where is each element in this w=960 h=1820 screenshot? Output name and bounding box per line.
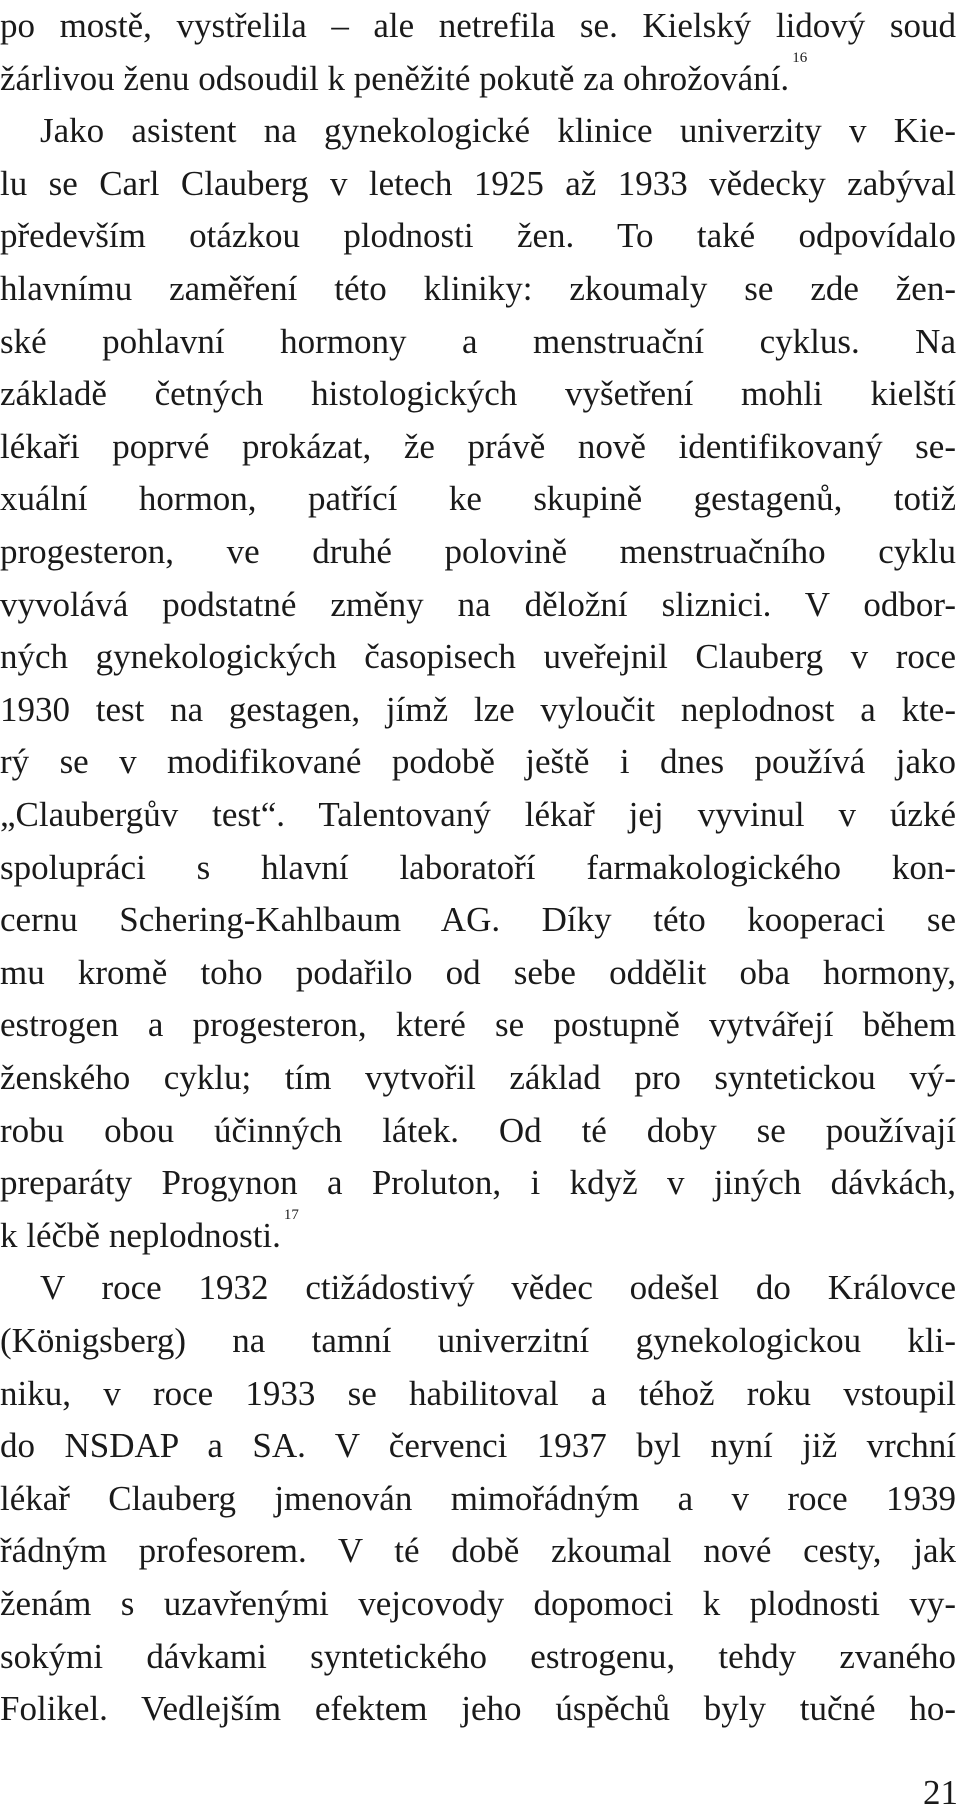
text-line: preparáty Progynon a Proluton, i když v jiných dávkách, xyxy=(0,1163,956,1203)
text-line: základě četných histologických vyšetření mohli kielští xyxy=(0,374,956,414)
text-line: spolupráci s hlavní laboratoří farmakologického kon- xyxy=(0,847,956,887)
text-line-content: žárlivou ženu odsoudil k peněžité pokutě za ohrožování. xyxy=(0,58,790,98)
text-line: řádným profesorem. V té době zkoumal nové cesty, jak xyxy=(0,1531,956,1571)
text-line: xuální hormon, patřící ke skupině gestagenů, totiž xyxy=(0,479,956,519)
text-line xyxy=(0,1206,956,1263)
text-line xyxy=(0,49,956,106)
text-line: po mostě, vystřelila – ale netrefila se. Kielský lidový soud xyxy=(0,6,956,45)
text-line: především otázkou plodnosti žen. To také odpovídalo xyxy=(0,216,956,256)
page-number: 21 xyxy=(923,1772,958,1812)
text-line: ženám s uzavřenými vejcovody dopomoci k plodnosti vy- xyxy=(0,1584,956,1623)
text-line: „Claubergův test“. Talentovaný lékař jej vyvinul v úzké xyxy=(0,795,956,834)
text-line: do NSDAP a SA. V červenci 1937 byl nyní již vrchní xyxy=(0,1426,956,1466)
text-line: cernu Schering-Kahlbaum AG. Díky této kooperaci se xyxy=(0,900,956,940)
text-line: hlavnímu zaměření této kliniky: zkoumaly se zde žen- xyxy=(0,269,956,308)
text-line-content: k léčbě neplodnosti. xyxy=(0,1215,281,1255)
text-line: mu kromě toho podařilo od sebe oddělit oba hormony, xyxy=(0,952,956,992)
text-line: lékaři poprvé prokázat, že právě nově identifikovaný se- xyxy=(0,426,956,466)
text-line: estrogen a progesteron, které se postupně vytvářejí během xyxy=(0,1005,956,1045)
text-line: (Königsberg) na tamní univerzitní gynekologickou kli- xyxy=(0,1321,956,1360)
text-line: 1930 test na gestagen, jímž lze vyloučit neplodnost a kte- xyxy=(0,689,956,729)
text-line: lékař Clauberg jmenován mimořádným a v roce 1939 xyxy=(0,1478,956,1518)
text-line: V roce 1932 ctižádostivý vědec odešel do Královce xyxy=(40,1268,956,1308)
text-line: robu obou účinných látek. Od té doby se používají xyxy=(0,1110,956,1150)
footnote-marker: 16 xyxy=(792,49,808,66)
text-line: rý se v modifikované podobě ještě i dnes používá jako xyxy=(0,742,956,782)
text-line: progesteron, ve druhé polovině menstruačního cyklu xyxy=(0,532,956,571)
text-line: vyvolává podstatné změny na děložní sliznici. V odbor- xyxy=(0,584,956,624)
text-line: ské pohlavní hormony a menstruační cyklus. Na xyxy=(0,321,956,361)
text-line: ných gynekologických časopisech uveřejnil Clauberg v roce xyxy=(0,637,956,677)
text-line: Jako asistent na gynekologické klinice univerzity v Kie- xyxy=(40,111,956,151)
text-line: lu se Carl Clauberg v letech 1925 až 1933 vědecky zabýval xyxy=(0,163,956,203)
footnote-marker: 17 xyxy=(283,1206,299,1223)
text-line: niku, v roce 1933 se habilitoval a téhož roku vstoupil xyxy=(0,1373,956,1413)
text-line: Folikel. Vedlejším efektem jeho úspěchů byly tučné ho- xyxy=(0,1689,956,1729)
text-line: ženského cyklu; tím vytvořil základ pro syntetickou vý- xyxy=(0,1058,956,1097)
text-line: sokými dávkami syntetického estrogenu, tehdy zvaného xyxy=(0,1636,956,1676)
